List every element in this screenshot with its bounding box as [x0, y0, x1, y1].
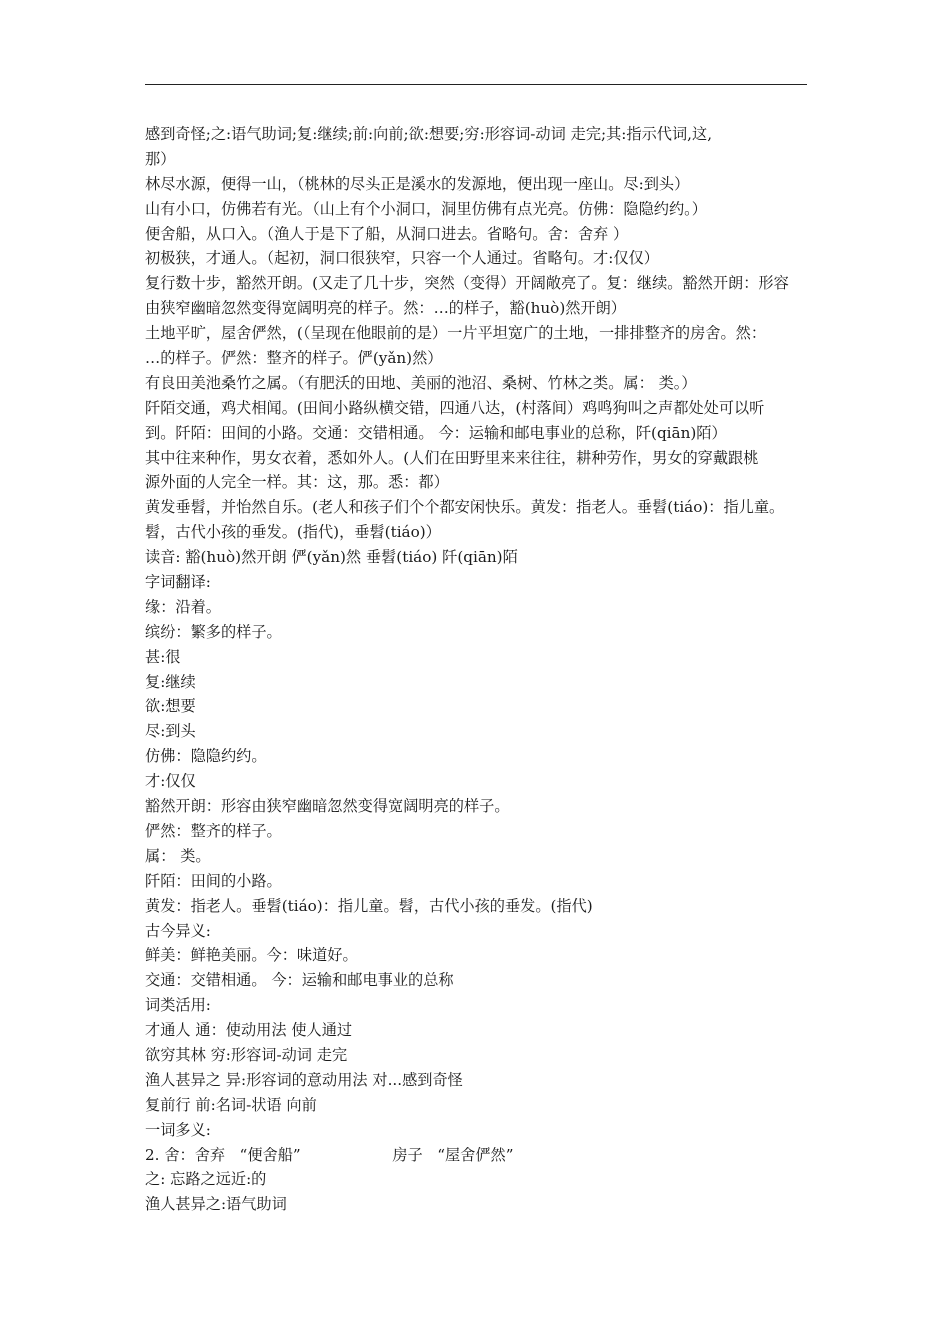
text-line: 初极狭，才通人。（起初，洞口很狭窄，只容一个人通过。省略句。才:仅仅） [145, 249, 659, 268]
text-line: 林尽水源，便得一山，（桃林的尽头正是溪水的发源地，便出现一座山。尽:到头） [145, 174, 690, 193]
text-line: 黄发垂髫，并怡然自乐。(老人和孩子们个个都安闲快乐。黄发：指老人。垂髫(tiáo)：指儿童。 [145, 498, 785, 517]
vocab-entry: 黄发：指老人。垂髫(tiáo)：指儿童。髫，古代小孩的垂发。(指代) [145, 896, 593, 915]
vocab-entry: 2. 舍：舍弃 “便舍船” 房子 “屋舍俨然” [145, 1145, 514, 1164]
vocab-entry: 渔人甚异之 异:形容词的意动用法 对...感到奇怪 [145, 1070, 463, 1089]
vocab-entry: 仿佛：隐隐约约。 [145, 747, 267, 766]
vocab-entry: 属： 类。 [145, 846, 211, 865]
pronunciation-line: 读音: 豁(huò)然开朗 俨(yǎn)然 垂髫(tiáo) 阡(qiān)陌 [145, 548, 518, 567]
vocab-entry: 鲜美：鲜艳美丽。今：味道好。 [145, 946, 358, 965]
vocab-entry: 交通：交错相通。 今：运输和邮电事业的总称 [145, 971, 454, 990]
vocab-entry: 欲:想要 [145, 697, 196, 716]
text-line: 髫，古代小孩的垂发。(指代)，垂髫(tiáo)） [145, 523, 441, 542]
text-line: 那） [145, 149, 176, 168]
vocab-entry: 欲穷其林 穷:形容词-动词 走完 [145, 1045, 348, 1064]
document-body [145, 122, 810, 1217]
vocab-entry: 渔人甚异之:语气助词 [145, 1195, 287, 1214]
section-heading: 字词翻译: [145, 573, 211, 592]
vocab-entry: 才通人 通：使动用法 使人通过 [145, 1021, 353, 1040]
vocab-entry: 俨然：整齐的样子。 [145, 821, 282, 840]
text-line: …的样子。俨然：整齐的样子。俨(yǎn)然） [145, 349, 443, 368]
text-line: 复行数十步，豁然开朗。(又走了几十步，突然（变得）开阔敞亮了。复：继续。豁然开朗：形容 [145, 274, 789, 293]
section-heading: 一词多义: [145, 1120, 211, 1139]
vocab-entry: 缘：沿着。 [145, 597, 221, 616]
section-heading: 词类活用: [145, 996, 211, 1015]
text-line: 土地平旷，屋舍俨然，(（呈现在他眼前的是）一片平坦宽广的土地，一排排整齐的房舍。然： [145, 324, 767, 343]
text-line: 山有小口，仿佛若有光。（山上有个小洞口，洞里仿佛有点光亮。仿佛：隐隐约约。） [145, 199, 707, 218]
text-line: 阡陌交通，鸡犬相闻。(田间小路纵横交错，四通八达，(村落间）鸡鸣狗叫之声都处处可以听 [145, 398, 765, 417]
text-line: 便舍船，从口入。（渔人于是下了船，从洞口进去。省略句。舍：舍弃 ） [145, 224, 629, 243]
text-line: 到。阡陌：田间的小路。交通：交错相通。 今：运输和邮电事业的总称，阡(qiān)陌） [145, 423, 727, 442]
text-line: 有良田美池桑竹之属。（有肥沃的田地、美丽的池沼、桑树、竹林之类。属： 类。） [145, 373, 697, 392]
text-line: 源外面的人完全一样。其：这，那。悉：都） [145, 473, 449, 492]
vocab-entry: 复:继续 [145, 672, 196, 691]
section-heading: 古今异义: [145, 921, 211, 940]
vocab-entry: 复前行 前:名词-状语 向前 [145, 1095, 317, 1114]
text-line: 感到奇怪;之:语气助词;复:继续;前:向前;欲:想要;穷:形容词-动词 走完;其:指示代词,这, [145, 125, 713, 143]
vocab-entry: 豁然开朗：形容由狭窄幽暗忽然变得宽阔明亮的样子。 [145, 797, 510, 816]
vocab-entry: 尽:到头 [145, 722, 196, 741]
vocab-entry: 之: 忘路之远近:的 [145, 1170, 267, 1189]
vocab-entry: 阡陌：田间的小路。 [145, 871, 282, 890]
vocab-entry: 甚:很 [145, 647, 181, 666]
text-line: 其中往来种作，男女衣着，悉如外人。(人们在田野里来来往往，耕种劳作，男女的穿戴跟桃 [145, 448, 759, 467]
vocab-entry: 缤纷：繁多的样子。 [145, 622, 282, 641]
vocab-entry: 才:仅仅 [145, 772, 196, 791]
text-line: 由狭窄幽暗忽然变得宽阔明亮的样子。然：…的样子，豁(huò)然开朗） [145, 299, 626, 318]
header-rule [145, 84, 807, 85]
